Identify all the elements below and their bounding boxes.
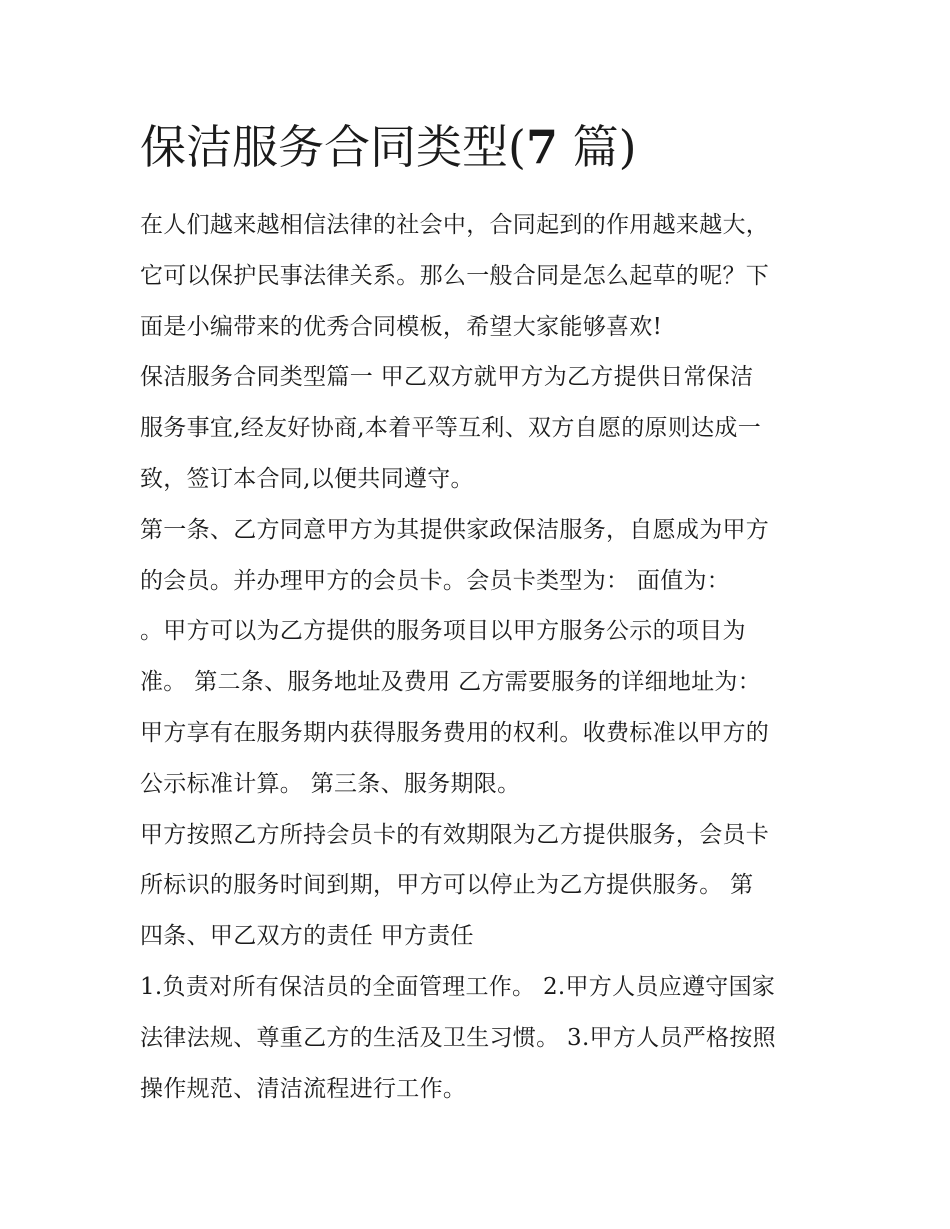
body-line: 在人们越来越相信法律的社会中，合同起到的作用越来越大， xyxy=(140,212,770,238)
body-line: 操作规范、清洁流程进行工作。 xyxy=(140,1075,467,1102)
title-text-after: 篇) xyxy=(557,120,637,174)
body-line: 面是小编带来的优秀合同模板，希望大家能够喜欢! xyxy=(140,313,663,340)
document-title xyxy=(140,112,637,182)
body-line: 致，签订本合同,以便共同遵守。 xyxy=(140,465,474,492)
body-line: 的会员。并办理甲方的会员卡。会员卡类型为： 面值为： xyxy=(140,567,731,594)
body-line: 准。 第二条、服务地址及费用 乙方需要服务的详细地址为： xyxy=(140,669,762,696)
body-line: 法律法规、尊重乙方的生活及卫生习惯。 3.甲方人员严格按照 xyxy=(140,1024,776,1051)
body-line: 四条、甲乙双方的责任 甲方责任 xyxy=(140,923,474,950)
body-line: 。甲方可以为乙方提供的服务项目以甲方服务公示的项目为 xyxy=(140,618,746,645)
body-line: 公示标准计算。 第三条、服务期限。 xyxy=(140,770,521,797)
document-body xyxy=(140,200,830,1114)
body-line: 它可以保护民事法律关系。那么一般合同是怎么起草的呢？下 xyxy=(140,262,770,289)
body-line: 保洁服务合同类型篇一 甲乙双方就甲方为乙方提供日常保洁 xyxy=(140,364,754,391)
body-line: 甲方享有在服务期内获得服务费用的权利。收费标准以甲方的 xyxy=(140,719,770,746)
title-number: 7 xyxy=(525,120,558,174)
body-line: 1.负责对所有保洁员的全面管理工作。 2.甲方人员应遵守国家 xyxy=(140,973,776,1000)
body-line: 服务事宜,经友好协商,本着平等互利、双方自愿的原则达成一 xyxy=(140,415,762,442)
body-line: 甲方按照乙方所持会员卡的有效期限为乙方提供服务，会员卡 xyxy=(140,821,770,848)
body-line: 第一条、乙方同意甲方为其提供家政保洁服务，自愿成为甲方 xyxy=(140,516,770,543)
body-line: 所标识的服务时间到期，甲方可以停止为乙方提供服务。 第 xyxy=(140,872,754,899)
title-text-before: 保洁服务合同类型( xyxy=(140,120,526,174)
